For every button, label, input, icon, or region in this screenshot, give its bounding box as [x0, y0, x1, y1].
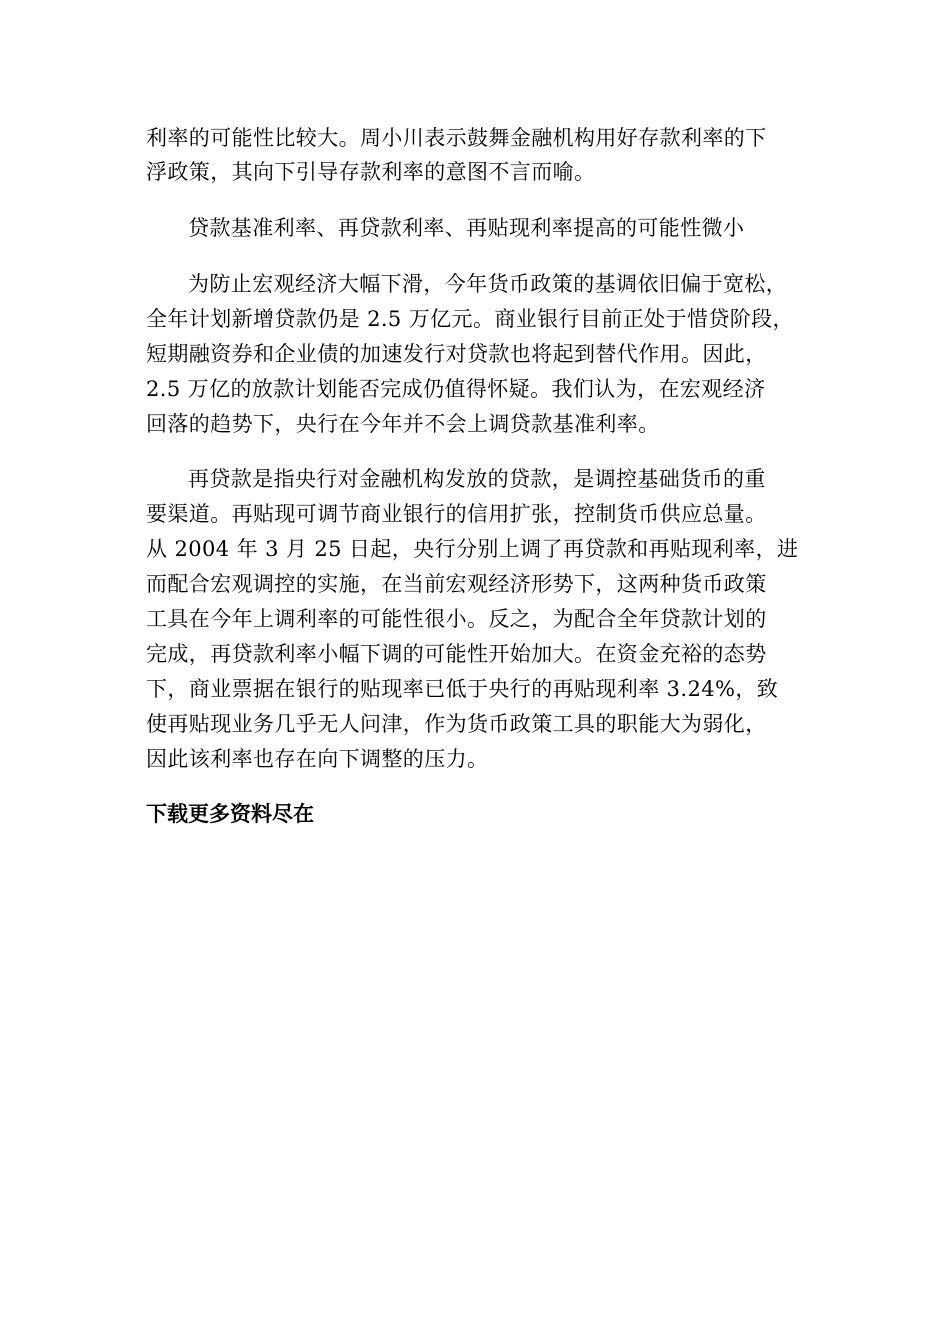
- paragraph-4-line-6: 完成，再贷款利率小幅下调的可能性开始加大。在资金充裕的态势: [146, 642, 767, 666]
- paragraph-4-line-3: 从 2004 年 3 月 25 日起，央行分别上调了再贷款和再贴现利率，进: [146, 537, 799, 561]
- paragraph-3-line-5: 回落的趋势下，央行在今年并不会上调贷款基准利率。: [146, 412, 660, 436]
- paragraph-1-line-2: 浮政策，其向下引导存款利率的意图不言而喻。: [146, 160, 596, 184]
- paragraph-1-line-1: 利率的可能性比较大。周小川表示鼓舞金融机构用好存款利率的下: [146, 126, 767, 150]
- paragraph-4-line-9: 因此该利率也存在向下调整的压力。: [146, 747, 489, 771]
- paragraph-4-line-2: 要渠道。再贴现可调节商业银行的信用扩张，控制货币供应总量。: [146, 502, 767, 526]
- paragraph-3-line-2: 全年计划新增贷款仍是 2.5 万亿元。商业银行目前正处于惜贷阶段，: [146, 307, 794, 331]
- paragraph-4-line-1: 再贷款是指央行对金融机构发放的贷款，是调控基础货币的重: [188, 467, 766, 491]
- paragraph-4-line-4: 而配合宏观调控的实施，在当前宏观经济形势下，这两种货币政策: [146, 572, 767, 596]
- paragraph-4-line-5: 工具在今年上调利率的可能性很小。反之，为配合全年贷款计划的: [146, 607, 767, 631]
- paragraph-3-line-4: 2.5 万亿的放款计划能否完成仍值得怀疑。我们认为，在宏观经济: [146, 377, 766, 401]
- paragraph-4-line-8: 使再贴现业务几乎无人问津，作为货币政策工具的职能大为弱化，: [146, 712, 767, 736]
- paragraph-4-line-7: 下，商业票据在银行的贴现率已低于央行的再贴现利率 3.24%，致: [146, 677, 779, 701]
- paragraph-3-line-3: 短期融资券和企业债的加速发行对贷款也将起到替代作用。因此，: [146, 342, 767, 366]
- download-more-text: 下载更多资料尽在: [146, 802, 314, 826]
- section-subheading: 贷款基准利率、再贷款利率、再贴现利率提高的可能性微小: [188, 216, 745, 240]
- paragraph-3-line-1: 为防止宏观经济大幅下滑，今年货币政策的基调依旧偏于宽松，: [188, 272, 788, 296]
